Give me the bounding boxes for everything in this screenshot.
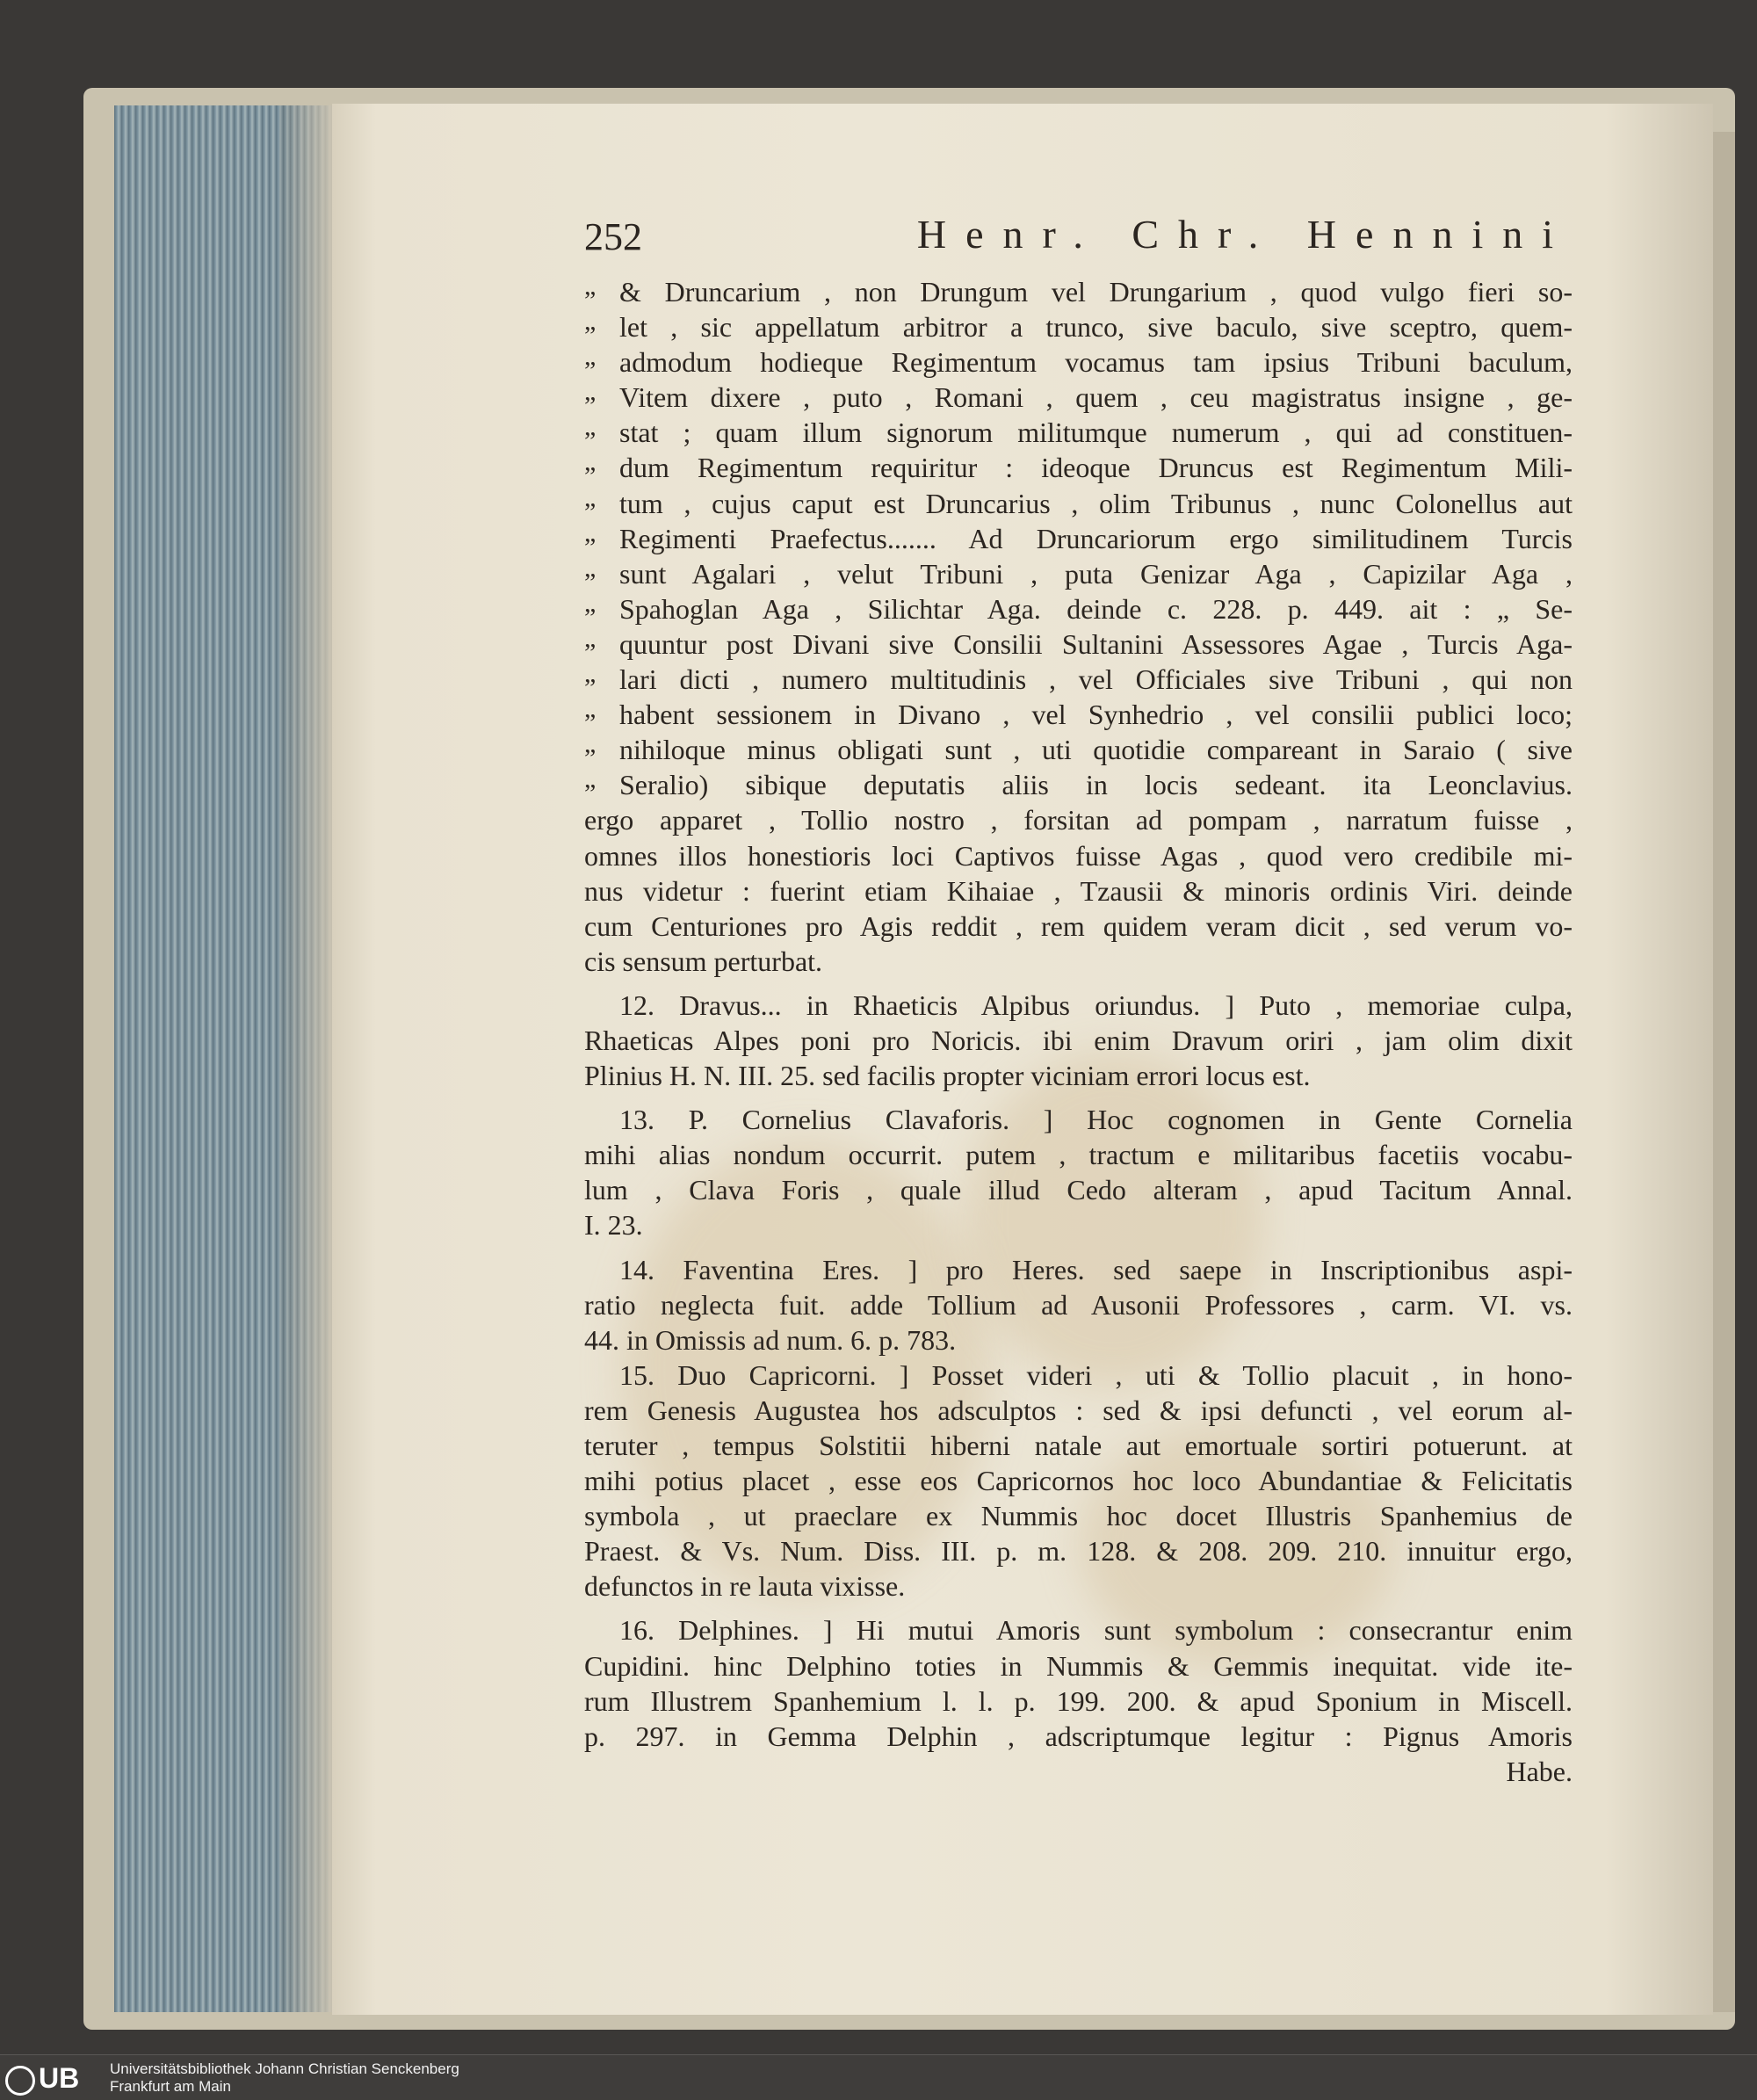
footer-bar [0, 2054, 1757, 2100]
text-line: „ quuntur post Divani sive Consilii Sultanini Assessores Agae , Turcis Aga- [584, 626, 1573, 662]
logo-text: UB [39, 2062, 80, 2094]
text-line: „ admodum hodieque Regimentum vocamus tam ipsius Tribuni baculum, [584, 344, 1573, 380]
page-edges-shade [279, 105, 334, 2012]
text-line: „ habent sessionem in Divano , vel Synhedrio , vel consilii publici loco; [584, 697, 1573, 732]
library-logo [5, 2060, 100, 2096]
text-line: „ Regimenti Praefectus....... Ad Druncariorum ergo similitudinem Turcis [584, 521, 1573, 556]
text-line: rum Illustrem Spanhemium l. l. p. 199. 200. & apud Sponium in Miscell. [584, 1684, 1573, 1717]
text-line: I. 23. [584, 1209, 643, 1242]
running-head: Henr. Chr. Hennini [916, 212, 1573, 257]
text-line: Cupidini. hinc Delphino toties in Nummis & Gemmis inequitat. vide ite- [584, 1649, 1573, 1682]
text-line: p. 297. in Gemma Delphin , adscriptumque legitur : Pignus Amoris [584, 1720, 1573, 1752]
text-line: „ sunt Agalari , velut Tribuni , puta Genizar Aga , Capizilar Aga , [584, 556, 1573, 591]
text-line: „ lari dicti , numero multitudinis , vel Officiales sive Tribuni , qui non [584, 662, 1573, 697]
text-line: 13. P. Cornelius Clavaforis. ] Hoc cognomen in Gente Cornelia [619, 1104, 1573, 1136]
text-line: 14. Faventina Eres. ] pro Heres. sed saepe in Inscriptionibus aspi- [619, 1253, 1573, 1285]
text-line: 15. Duo Capricorni. ] Posset videri , uti & Tollio placuit , in hono- [619, 1358, 1573, 1391]
text-line: rem Genesis Augustea hos adsculptos : sed & ipsi defuncti , vel eorum al- [584, 1394, 1573, 1426]
text-line: symbola , ut praeclare ex Nummis hoc docet Illustris Spanhemius de [584, 1500, 1573, 1532]
text-block [584, 211, 1573, 1789]
text-line: Praest. & Vs. Num. Diss. III. p. m. 128. & 208. 209. 210. innuitur ergo, [584, 1535, 1573, 1568]
text-line: „ dum Regimentum requiritur : ideoque Druncus est Regimentum Mili- [584, 450, 1573, 485]
text-line: lum , Clava Foris , quale illud Cedo alteram , apud Tacitum Annal. [584, 1174, 1573, 1206]
text-line: nus videtur : fuerint etiam Kihaiae , Tzausii & minoris ordinis Viri. deinde [584, 874, 1573, 907]
logo-circle-icon [5, 2066, 35, 2096]
text-line: Plinius H. N. III. 25. sed facilis propter viciniam errori locus est. [584, 1060, 1311, 1092]
text-line: „ let , sic appellatum arbitror a trunco, sive baculo, sive sceptro, quem- [584, 309, 1573, 344]
text-line: defunctos in re lauta vixisse. [584, 1570, 906, 1603]
text-line: „ Spahoglan Aga , Silichtar Aga. deinde c. 228. p. 449. ait : „ Se- [584, 591, 1573, 626]
paragraph-gap [584, 1093, 1573, 1102]
library-name-line2: Frankfurt am Main [110, 2078, 231, 2095]
text-line: mihi alias nondum occurrit. putem , tractum e militaribus facetiis vocabu- [584, 1139, 1573, 1171]
page-header [584, 211, 1573, 264]
text-line: 16. Delphines. ] Hi mutui Amoris sunt symbolum : consecrantur enim [619, 1614, 1573, 1647]
library-name [110, 2060, 459, 2096]
text-line: „ nihiloque minus obligati sunt , uti quotidie compareant in Saraio ( sive [584, 732, 1573, 767]
text-line: „ & Druncarium , non Drungum vel Drungarium , quod vulgo fieri so- [584, 274, 1573, 309]
paragraph-gap [584, 1243, 1573, 1252]
paragraph-gap [584, 1604, 1573, 1612]
text-line: „ Seralio) sibique deputatis aliis in locis sedeant. ita Leonclavius. [584, 767, 1573, 802]
text-line: mihi potius placet , esse eos Capricornos hoc loco Abundantiae & Felicitatis [584, 1465, 1573, 1497]
body-text [584, 274, 1573, 1789]
library-name-line1: Universitätsbibliothek Johann Christian Senckenberg [110, 2060, 459, 2077]
text-line: Rhaeticas Alpes poni pro Noricis. ibi enim Dravum oriri , jam olim dixit [584, 1024, 1573, 1056]
text-line: teruter , tempus Solstitii hiberni natale aut emortuale sortiri potuerunt. at [584, 1430, 1573, 1461]
text-line: Habe. [1506, 1755, 1573, 1787]
text-line: „ tum , cujus caput est Druncarius , olim Tribunus , nunc Colonellus aut [584, 486, 1573, 521]
text-line: ergo apparet , Tollio nostro , forsitan ad pompam , narratum fuisse , [584, 804, 1573, 836]
text-line: cum Centuriones pro Agis reddit , rem quidem veram dicit , sed verum vo- [584, 909, 1573, 942]
page-number: 252 [584, 215, 642, 258]
text-line: „ stat ; quam illum signorum militumque numerum , qui ad constituen- [584, 415, 1573, 450]
text-line: omnes illos honestioris loci Captivos fuisse Agas , quod vero credibile mi- [584, 839, 1573, 872]
text-line: 12. Dravus... in Rhaeticis Alpibus oriundus. ] Puto , memoriae culpa, [619, 988, 1573, 1021]
text-line: cis sensum perturbat. [584, 945, 823, 977]
paragraph-gap [584, 979, 1573, 988]
right-page-edge [1713, 132, 1735, 2012]
text-line: ratio neglecta fuit. adde Tollium ad Ausonii Professores , carm. VI. vs. [584, 1288, 1573, 1321]
text-line: 44. in Omissis ad num. 6. p. 783. [584, 1323, 957, 1356]
text-line: „ Vitem dixere , puto , Romani , quem , ceu magistratus insigne , ge- [584, 380, 1573, 415]
